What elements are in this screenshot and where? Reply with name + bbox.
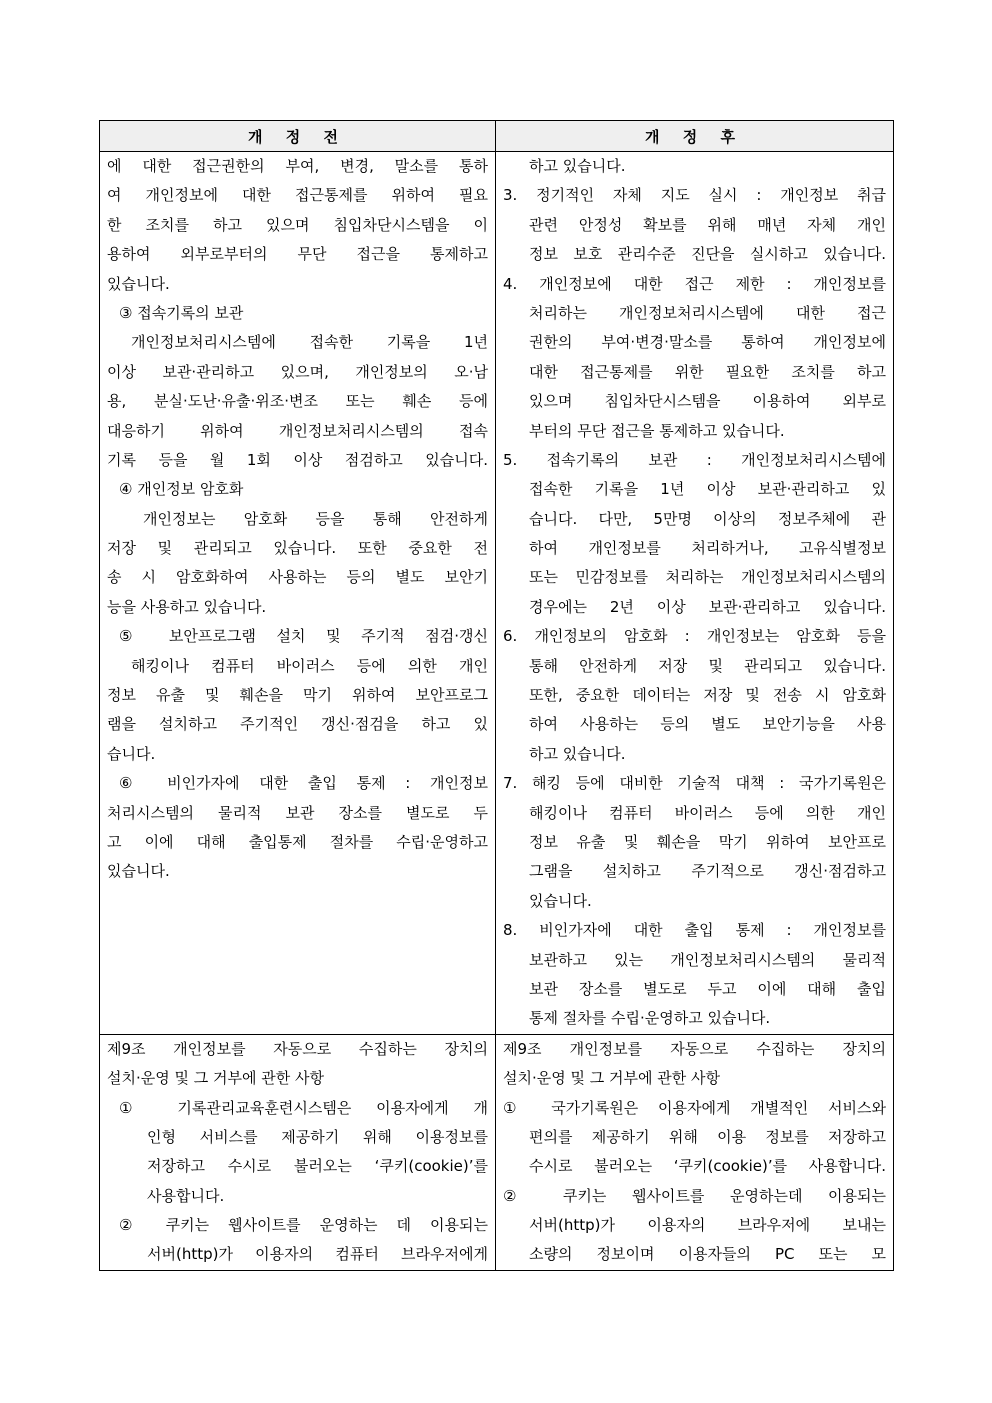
text-line: 보관 장소를 별도로 두고 이에 대해 출입 — [529, 979, 886, 998]
text-line: 있습니다. — [107, 862, 170, 881]
revision-comparison-table — [99, 120, 894, 1271]
text-line: 정보 유출 및 훼손을 막기 위하여 보안프로 — [529, 832, 886, 851]
text-line: 또는 민감정보를 처리하는 개인정보처리시스템의 — [529, 568, 886, 587]
text-line: 있습니다. — [529, 891, 592, 910]
text-line: ② 쿠키는 웹사이트를 운영하는 데 이용되는 — [119, 1216, 488, 1235]
text-line: 처리하는 개인정보처리시스템에 대한 접근 — [529, 303, 886, 322]
text-line: 수시로 불러오는 ‘쿠키(cookie)’를 사용합니다. — [529, 1157, 886, 1176]
table-row — [100, 152, 894, 1035]
table-header-row — [100, 121, 894, 152]
text-line: 송 시 암호화하여 사용하는 등의 별도 보안기 — [107, 568, 488, 587]
cell-before — [100, 1034, 496, 1270]
text-line: 7. 해킹 등에 대비한 기술적 대책 : 국가기록원은 — [503, 774, 886, 793]
text-line: ① 국가기록원은 이용자에게 개별적인 서비스와 — [503, 1098, 886, 1117]
text-line: 사용합니다. — [147, 1186, 225, 1205]
text-line: 고 이에 대해 출입통제 절차를 수립·운영하고 — [107, 832, 488, 851]
text-line: 인형 서비스를 제공하기 위해 이용정보를 — [147, 1127, 488, 1146]
text-line: 하여 개인정보를 처리하거나, 고유식별정보 — [529, 539, 886, 558]
text-line: 서버(http)가 이용자의 브라우저에 보내는 — [529, 1216, 886, 1235]
table-row — [100, 1034, 894, 1270]
text-line: 하여 사용하는 등의 별도 보안기능을 사용 — [529, 715, 886, 734]
text-line: 여 개인정보에 대한 접근통제를 위하여 필요 — [107, 186, 488, 205]
text-line: 대한 접근통제를 위한 필요한 조치를 하고 — [529, 362, 886, 381]
text-line: 또한, 중요한 데이터는 저장 및 전송 시 암호화 — [529, 686, 886, 705]
text-line: 한 조치를 하고 있으며 침입차단시스템을 이 — [107, 215, 488, 234]
header-before: 개 정 전 — [100, 121, 496, 152]
text-line: ⑤ 보안프로그램 설치 및 주기적 점검·갱신 — [119, 627, 488, 646]
text-line: 습니다. 다만, 5만명 이상의 정보주체에 관 — [529, 509, 886, 528]
text-line: 보관하고 있는 개인정보처리시스템의 물리적 — [529, 950, 886, 969]
text-line: 하고 있습니다. — [529, 744, 626, 763]
text-line: 그램을 설치하고 주기적으로 갱신·점검하고 — [529, 862, 886, 881]
text-line: 제9조 개인정보를 자동으로 수집하는 장치의 — [107, 1039, 488, 1058]
text-line: 설치·운영 및 그 거부에 관한 사항 — [503, 1069, 720, 1088]
cell-before — [100, 152, 496, 1035]
text-line: 이상 보관·관리하고 있으며, 개인정보의 오·남 — [107, 362, 488, 381]
cell-after — [496, 152, 894, 1035]
text-line: ④ 개인정보 암호화 — [119, 480, 244, 499]
text-line: 접속한 기록을 1년 이상 보관·관리하고 있 — [529, 480, 886, 499]
text-line: 습니다. — [107, 744, 156, 763]
text-line: 있습니다. — [107, 274, 170, 293]
text-line: ③ 접속기록의 보관 — [119, 303, 244, 322]
text-line: 편의를 제공하기 위해 이용 정보를 저장하고 — [529, 1127, 886, 1146]
text-line: 관련 안정성 확보를 위해 매년 자체 개인 — [529, 215, 886, 234]
text-line: 3. 정기적인 자체 지도 실시 : 개인정보 취급 — [503, 186, 886, 205]
text-line: 처리시스템의 물리적 보관 장소를 별도로 두 — [107, 803, 488, 822]
text-line: 제9조 개인정보를 자동으로 수집하는 장치의 — [503, 1039, 886, 1058]
text-line: 있으며 침입차단시스템을 이용하여 외부로 — [529, 392, 886, 411]
text-line: 통제 절차를 수립·운영하고 있습니다. — [529, 1009, 771, 1028]
text-line: 권한의 부여·변경·말소를 통하여 개인정보에 — [529, 333, 886, 352]
text-line: 에 대한 접근권한의 부여, 변경, 말소를 통하 — [107, 157, 488, 175]
text-line: 통해 안전하게 저장 및 관리되고 있습니다. — [529, 656, 886, 675]
text-line: ① 기록관리교육훈련시스템은 이용자에게 개 — [119, 1098, 488, 1117]
text-line: 해킹이나 컴퓨터 바이러스 등에 의한 개인 — [131, 656, 488, 675]
text-line: 소량의 정보이며 이용자들의 PC 또는 모 — [529, 1245, 886, 1264]
text-line: 6. 개인정보의 암호화 : 개인정보는 암호화 등을 — [503, 627, 886, 646]
text-line: 개인정보는 암호화 등을 통해 안전하게 — [143, 509, 488, 528]
text-line: 기록 등을 월 1회 이상 점검하고 있습니다. — [107, 450, 488, 469]
text-line: 경우에는 2년 이상 보관·관리하고 있습니다. — [529, 597, 886, 616]
text-line: 용하여 외부로부터의 무단 접근을 통제하고 — [107, 245, 488, 264]
text-line: 정보 보호 관리수준 진단을 실시하고 있습니다. — [529, 245, 886, 264]
text-line: ⑥ 비인가자에 대한 출입 통제 : 개인정보 — [119, 774, 488, 793]
text-line: 저장하고 수시로 불러오는 ‘쿠키(cookie)’를 — [147, 1157, 488, 1176]
text-line: 부터의 무단 접근을 통제하고 있습니다. — [529, 421, 785, 440]
text-line: 용, 분실·도난·유출·위조·변조 또는 훼손 등에 — [107, 392, 488, 411]
text-line: 8. 비인가자에 대한 출입 통제 : 개인정보를 — [503, 921, 886, 940]
text-line: 해킹이나 컴퓨터 바이러스 등에 의한 개인 — [529, 803, 886, 822]
text-line: 5. 접속기록의 보관 : 개인정보처리시스템에 — [503, 450, 886, 469]
text-line: 저장 및 관리되고 있습니다. 또한 중요한 전 — [107, 539, 488, 558]
text-line: 설치·운영 및 그 거부에 관한 사항 — [107, 1069, 324, 1088]
text-line: 하고 있습니다. — [529, 157, 626, 175]
text-line: 정보 유출 및 훼손을 막기 위하여 보안프로그 — [107, 686, 488, 705]
text-line: 램을 설치하고 주기적인 갱신·점검을 하고 있 — [107, 715, 488, 734]
text-line: 서버(http)가 이용자의 컴퓨터 브라우저에게 — [147, 1245, 488, 1264]
text-line: ② 쿠키는 웹사이트를 운영하는데 이용되는 — [503, 1186, 886, 1205]
text-line: 개인정보처리시스템에 접속한 기록을 1년 — [131, 333, 488, 352]
text-line: 능을 사용하고 있습니다. — [107, 597, 267, 616]
text-line: 대응하기 위하여 개인정보처리시스템의 접속 — [107, 421, 488, 440]
text-line: 4. 개인정보에 대한 접근 제한 : 개인정보를 — [503, 274, 886, 293]
cell-after — [496, 1034, 894, 1270]
header-after: 개 정 후 — [496, 121, 894, 152]
